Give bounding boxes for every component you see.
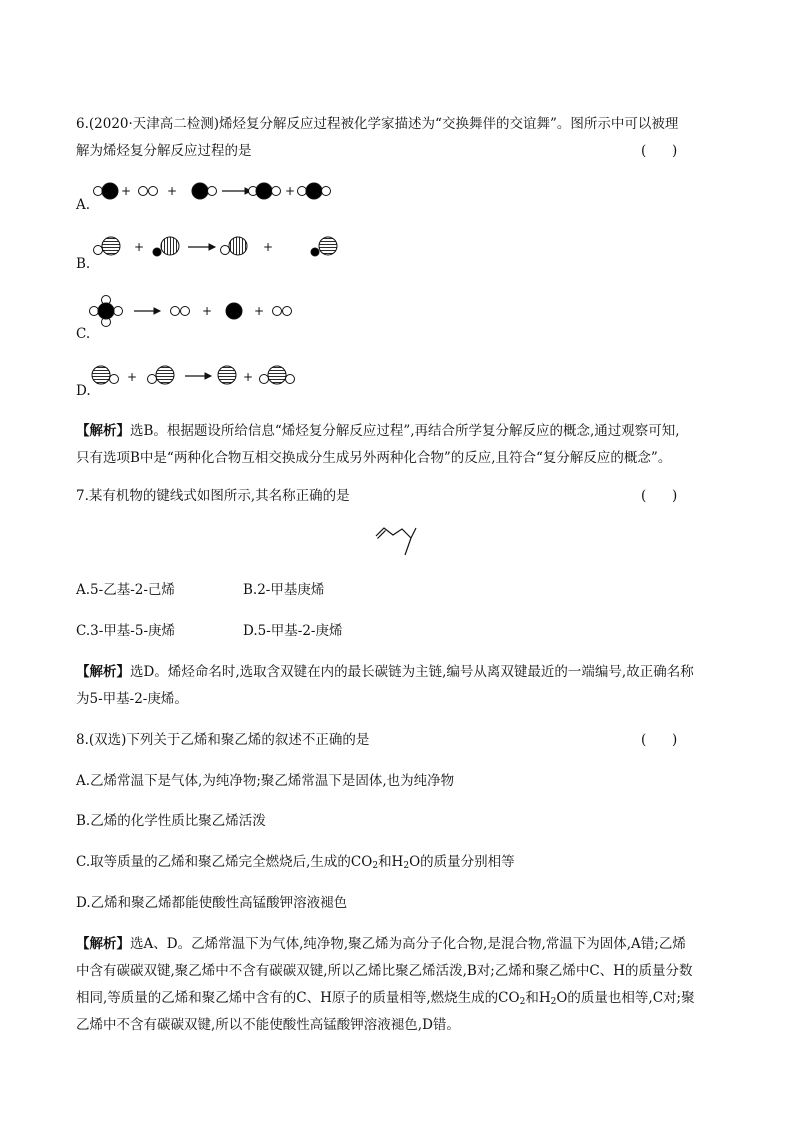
plus-sign: + [121, 184, 132, 198]
plus-sign: + [134, 240, 145, 254]
plus-sign: + [263, 240, 274, 254]
plus-sign: + [254, 304, 265, 318]
double-bond-line [378, 531, 386, 539]
analysis-tag: 【解析】 [76, 423, 130, 439]
large-black-atom [102, 183, 118, 199]
small-white-atom [181, 307, 190, 316]
q8-analysis-line1: 【解析】选A、D。乙烯常温下为气体,纯净物,聚乙烯为高分子化合物,是混合物,常温下为固体,A错;乙烯 [76, 936, 686, 952]
small-white-atom [94, 246, 103, 255]
arrow-head [205, 373, 211, 379]
q8-option-b: B.乙烯的化学性质比聚乙烯活泼 [76, 813, 266, 829]
h-striped-atom [92, 366, 110, 384]
plus-sign: + [127, 370, 138, 384]
plus-sign: + [202, 304, 213, 318]
plus-sign: + [167, 184, 178, 198]
small-white-atom [171, 307, 180, 316]
small-white-atom [149, 187, 158, 196]
v-striped-atom [229, 237, 247, 255]
q6-option-b-diagram [88, 234, 348, 262]
arrow-head [209, 244, 215, 250]
small-white-atom [208, 187, 217, 196]
large-black-atom [256, 183, 272, 199]
methyl-branch [411, 528, 416, 538]
small-white-atom [221, 246, 230, 255]
h-striped-atom [319, 237, 337, 255]
h-striped-atom [218, 366, 236, 384]
small-white-atom [114, 307, 123, 316]
q8-analysis-line4: 乙烯中不含有碳碳双键,所以不能使酸性高锰酸钾溶液褪色,D错。 [76, 1017, 460, 1033]
carbon-chain [376, 528, 411, 538]
q7-skeletal-formula [372, 524, 422, 560]
small-white-atom [286, 375, 295, 384]
arrow-head [154, 308, 160, 314]
large-black-atom [98, 303, 114, 319]
ethyl-branch [405, 538, 411, 555]
q6-option-d-diagram [88, 363, 308, 391]
small-white-atom [283, 307, 292, 316]
small-white-atom [322, 187, 331, 196]
v-striped-atom [161, 237, 179, 255]
q8-answer-paren: ( ) [641, 732, 678, 748]
small-black-atom [153, 248, 161, 256]
q8-option-c: C.取等质量的乙烯和聚乙烯完全燃烧后,生成的$CO_2$和$H_2O$的质量分别相等 [76, 854, 515, 871]
q6-option-c-label: C. [76, 326, 91, 342]
q7-option-b: B.2-甲基庚烯 [243, 582, 325, 598]
plus-sign: + [243, 370, 254, 384]
small-white-atom [110, 375, 119, 384]
large-black-atom [306, 183, 322, 199]
q6-answer-paren: ( ) [641, 143, 678, 159]
q7-analysis-line2: 为5-甲基-2-庚烯。 [76, 691, 188, 707]
q6-option-b-label: B. [76, 256, 91, 272]
small-white-atom [272, 187, 281, 196]
small-white-atom [298, 187, 307, 196]
q6-option-c-diagram [88, 295, 308, 329]
small-white-atom [273, 307, 282, 316]
q8-option-a: A.乙烯常温下是气体,为纯净物;聚乙烯常温下是固体,也为纯净物 [76, 773, 455, 789]
q8-stem: 8.(双选)下列关于乙烯和聚乙烯的叙述不正确的是 [76, 732, 370, 748]
h-striped-atom [268, 366, 286, 384]
q6-analysis-line2: 只有选项B中是“两种化合物互相交换成分生成另外两种化合物”的反应,且符合“复分解反应的概念”。 [76, 450, 672, 466]
q6-option-a-diagram [88, 180, 348, 204]
small-white-atom [90, 307, 99, 316]
q8-option-d: D.乙烯和聚乙烯都能使酸性高锰酸钾溶液褪色 [76, 895, 348, 911]
q7-option-d: D.5-甲基-2-庚烯 [243, 623, 343, 639]
q7-answer-paren: ( ) [641, 488, 678, 504]
q6-stem-line2: 解为烯烃复分解反应过程的是 [76, 143, 252, 159]
large-black-atom [226, 303, 242, 319]
q7-option-c: C.3-甲基-5-庚烯 [76, 623, 176, 639]
analysis-tag: 【解析】 [76, 664, 130, 680]
small-black-atom [311, 248, 319, 256]
small-white-atom [94, 187, 103, 196]
small-white-atom [260, 375, 269, 384]
q7-analysis-line1: 【解析】选D。烯烃命名时,选取含双键在内的最长碳链为主链,编号从离双键最近的一端编号,故正确名称 [76, 664, 694, 680]
q8-analysis-line3: 相同,等质量的乙烯和聚乙烯中含有的C、H原子的质量相等,燃烧生成的$CO_2$和$H_2O$的质量也相等,C对;聚 [76, 990, 695, 1007]
analysis-tag: 【解析】 [76, 936, 130, 952]
small-white-atom [148, 375, 157, 384]
h-striped-atom [156, 366, 174, 384]
q8-analysis-line2: 中含有碳碳双键,聚乙烯中不含有碳碳双键,所以乙烯比聚乙烯活泼,B对;乙烯和聚乙烯中C、H的质量分数 [76, 963, 693, 979]
q6-analysis-line1: 【解析】选B。根据题设所给信息“烯烃复分解反应过程”,再结合所学复分解反应的概念,通过观察可知, [76, 423, 680, 439]
small-white-atom [139, 187, 148, 196]
q7-stem: 7.某有机物的键线式如图所示,其名称正确的是 [76, 488, 350, 504]
h-striped-atom [102, 237, 120, 255]
plus-sign: + [285, 184, 296, 198]
large-black-atom [192, 183, 208, 199]
q6-option-d-label: D. [76, 383, 91, 399]
q6-stem-line1: 6.(2020·天津高二检测)烯烃复分解反应过程被化学家描述为“交换舞伴的交谊舞”。图所示中可以被理 [76, 116, 679, 132]
q7-option-a: A.5-乙基-2-己烯 [76, 582, 175, 598]
q6-option-a-label: A. [76, 197, 91, 213]
